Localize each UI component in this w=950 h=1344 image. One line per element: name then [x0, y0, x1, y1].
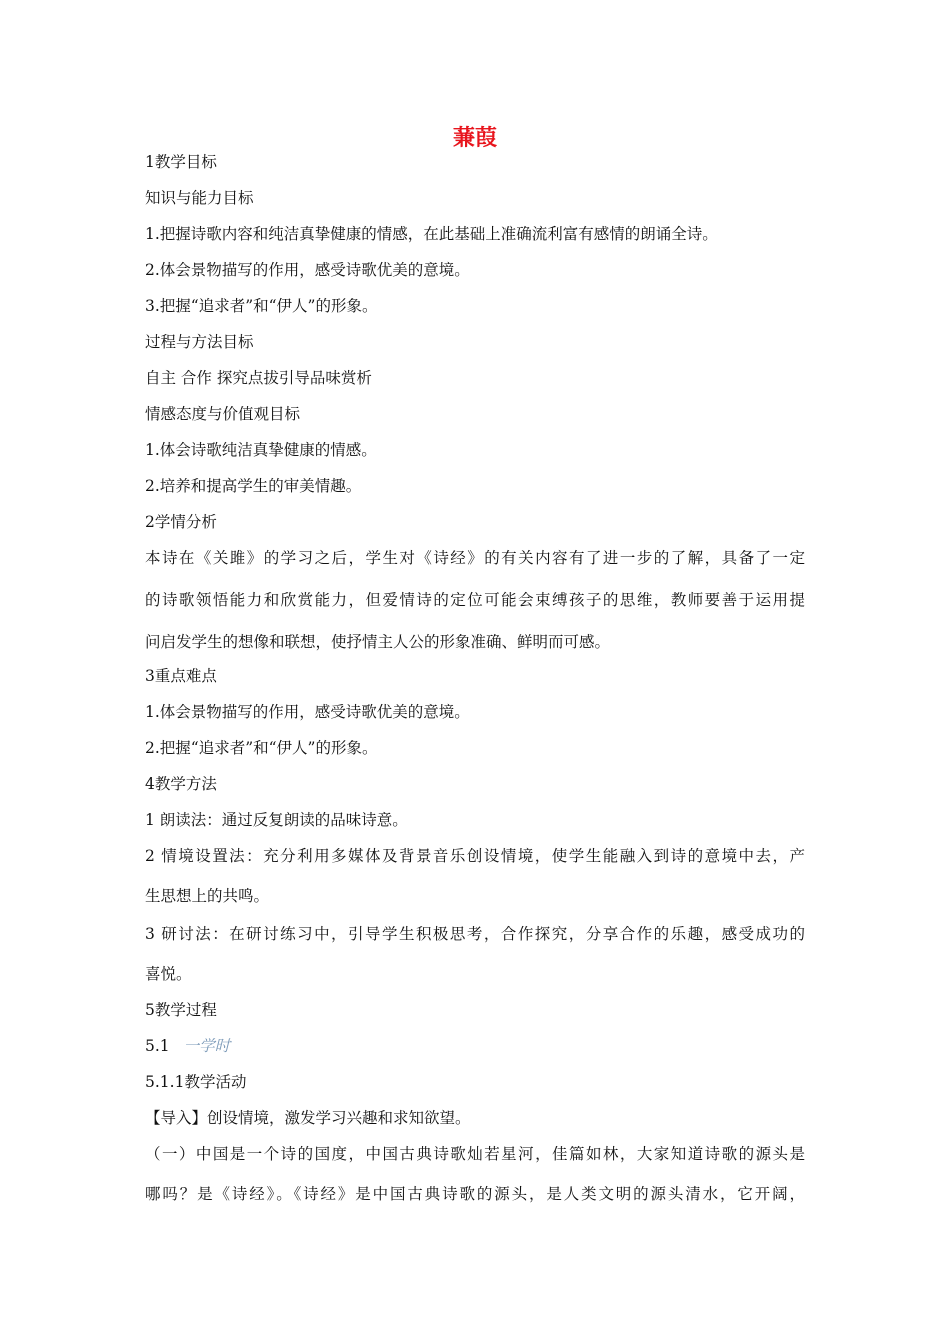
paragraph-line: 哪吗？是《诗经》。《诗经》是中国古典诗歌的源头，是人类文明的源头清水，它开阔，: [145, 1185, 805, 1203]
section-number: 5.1: [145, 1037, 170, 1055]
paragraph-line: 1 朗读法：通过反复朗读的品味诗意。: [145, 811, 408, 829]
paragraph-line: 2.体会景物描写的作用，感受诗歌优美的意境。: [145, 261, 470, 279]
paragraph-line: 2.培养和提高学生的审美情趣。: [145, 477, 362, 495]
paragraph-line: 生思想上的共鸣。: [145, 887, 270, 905]
paragraph-line: 3 研讨法：在研讨练习中，引导学生积极思考，合作探究，分享合作的乐趣，感受成功的: [145, 925, 805, 943]
lesson-period: 一学时: [183, 1037, 231, 1055]
paragraph-line: 2 情境设置法：充分利用多媒体及背景音乐创设情境，使学生能融入到诗的意境中去，产: [145, 847, 805, 865]
paragraph-line: 1.体会景物描写的作用，感受诗歌优美的意境。: [145, 703, 470, 721]
paragraph-line: 的诗歌领悟能力和欣赏能力，但爱情诗的定位可能会束缚孩子的思维，教师要善于运用提: [145, 591, 805, 609]
paragraph-line: 本诗在《关雎》的学习之后，学生对《诗经》的有关内容有了进一步的了解，具备了一定: [145, 549, 805, 567]
paragraph-line: 2.把握“追求者”和“伊人”的形象。: [145, 739, 378, 757]
section-heading: 3重点难点: [145, 667, 217, 685]
subsection-heading: 5.1.1教学活动: [145, 1073, 247, 1091]
paragraph-line: （一）中国是一个诗的国度，中国古典诗歌灿若星河，佳篇如林，大家知道诗歌的源头是: [145, 1145, 805, 1163]
paragraph-line: 问启发学生的想像和联想，使抒情主人公的形象准确、鲜明而可感。: [145, 633, 611, 651]
paragraph-line: 3.把握“追求者”和“伊人”的形象。: [145, 297, 378, 315]
section-heading: 2学情分析: [145, 513, 217, 531]
paragraph-line: 自主 合作 探究点拔引导品味赏析: [145, 369, 372, 387]
subsection-heading: 情感态度与价值观目标: [145, 405, 301, 423]
paragraph-line: 【导入】创设情境，激发学习兴趣和求知欲望。: [145, 1109, 471, 1127]
section-heading: 4教学方法: [145, 775, 217, 793]
subsection-heading: 过程与方法目标: [145, 333, 254, 351]
section-heading: 5教学过程: [145, 1001, 217, 1019]
section-heading: 1教学目标: [145, 153, 217, 171]
document-title: 蒹葭: [452, 126, 497, 151]
subsection-heading: [145, 1036, 805, 1056]
paragraph-line: 喜悦。: [145, 965, 192, 983]
paragraph-line: 1.把握诗歌内容和纯洁真挚健康的情感，在此基础上准确流利富有感情的朗诵全诗。: [145, 225, 718, 243]
subsection-heading: 知识与能力目标: [145, 189, 254, 207]
paragraph-line: 1.体会诗歌纯洁真挚健康的情感。: [145, 441, 377, 459]
